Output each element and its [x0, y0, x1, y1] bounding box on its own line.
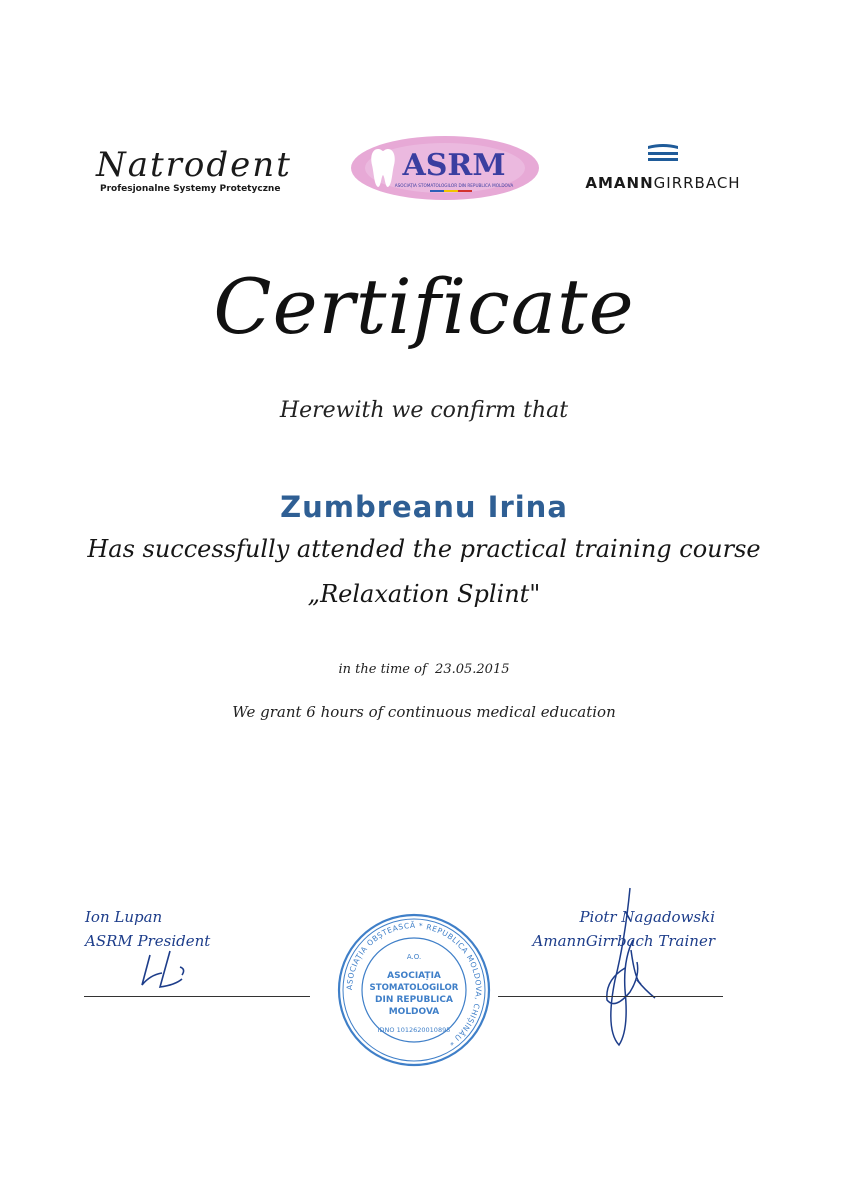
- asrm-logo-subtitle: ASOCIAȚIA STOMATOLOGILOR DIN REPUBLICA MOLDOVA: [394, 183, 514, 188]
- natrodent-logo: [96, 145, 296, 194]
- official-stamp: [336, 912, 492, 1068]
- signatory-role-right: AmannGirrbach Trainer: [532, 932, 715, 950]
- certificate-title: Certificate: [213, 262, 635, 351]
- amanngirrbach-logo: [578, 142, 748, 192]
- signatory-role-left: ASRM President: [85, 932, 211, 950]
- signature-line-right: [498, 996, 723, 997]
- signature-line-left: [84, 996, 310, 997]
- intro-text: Herewith we confirm that: [279, 398, 569, 423]
- course-name: „Relaxation Splint": [307, 580, 541, 608]
- svg-text:DIN REPUBLICA: DIN REPUBLICA: [375, 995, 453, 1005]
- cme-statement: We grant 6 hours of continuous medical education: [232, 703, 616, 721]
- svg-text:ASOCIAȚIA: ASOCIAȚIA: [387, 971, 441, 981]
- signatory-name-right: Piotr Nagadowski: [579, 908, 715, 926]
- handwritten-signature-right: [585, 880, 675, 1059]
- handwritten-signature-left: [130, 945, 210, 999]
- asrm-logo: [350, 135, 540, 201]
- svg-text:MOLDOVA: MOLDOVA: [388, 1007, 440, 1017]
- date-line: [0, 662, 848, 677]
- svg-text:STOMATOLOGILOR: STOMATOLOGILOR: [369, 983, 459, 993]
- amanngirrbach-stripes-icon: [646, 142, 680, 166]
- date-prefix: in the time of: [338, 662, 427, 677]
- natrodent-logo-subtitle: Profesjonalne Systemy Protetyczne: [100, 184, 281, 194]
- svg-text:IDNO 1012620010895: IDNO 1012620010895: [377, 1026, 451, 1034]
- course-description: Has successfully attended the practical training course: [87, 535, 761, 563]
- recipient-name: Zumbreanu Irina: [280, 490, 568, 524]
- asrm-logo-name: ASRM: [402, 148, 506, 183]
- svg-text:A.O.: A.O.: [406, 953, 422, 961]
- signatory-name-left: Ion Lupan: [85, 908, 163, 926]
- svg-text:ASOCIAȚIA OBȘTEASCĂ * REPUBLIC: ASOCIAȚIA OBȘTEASCĂ * REPUBLICA MOLDOVA, CHIȘINĂU *: [344, 920, 484, 1048]
- amanngirrbach-logo-text: AMANNGIRRBACH: [585, 174, 741, 192]
- natrodent-logo-name: Natrodent: [96, 145, 292, 185]
- course-date: 23.05.2015: [435, 662, 510, 677]
